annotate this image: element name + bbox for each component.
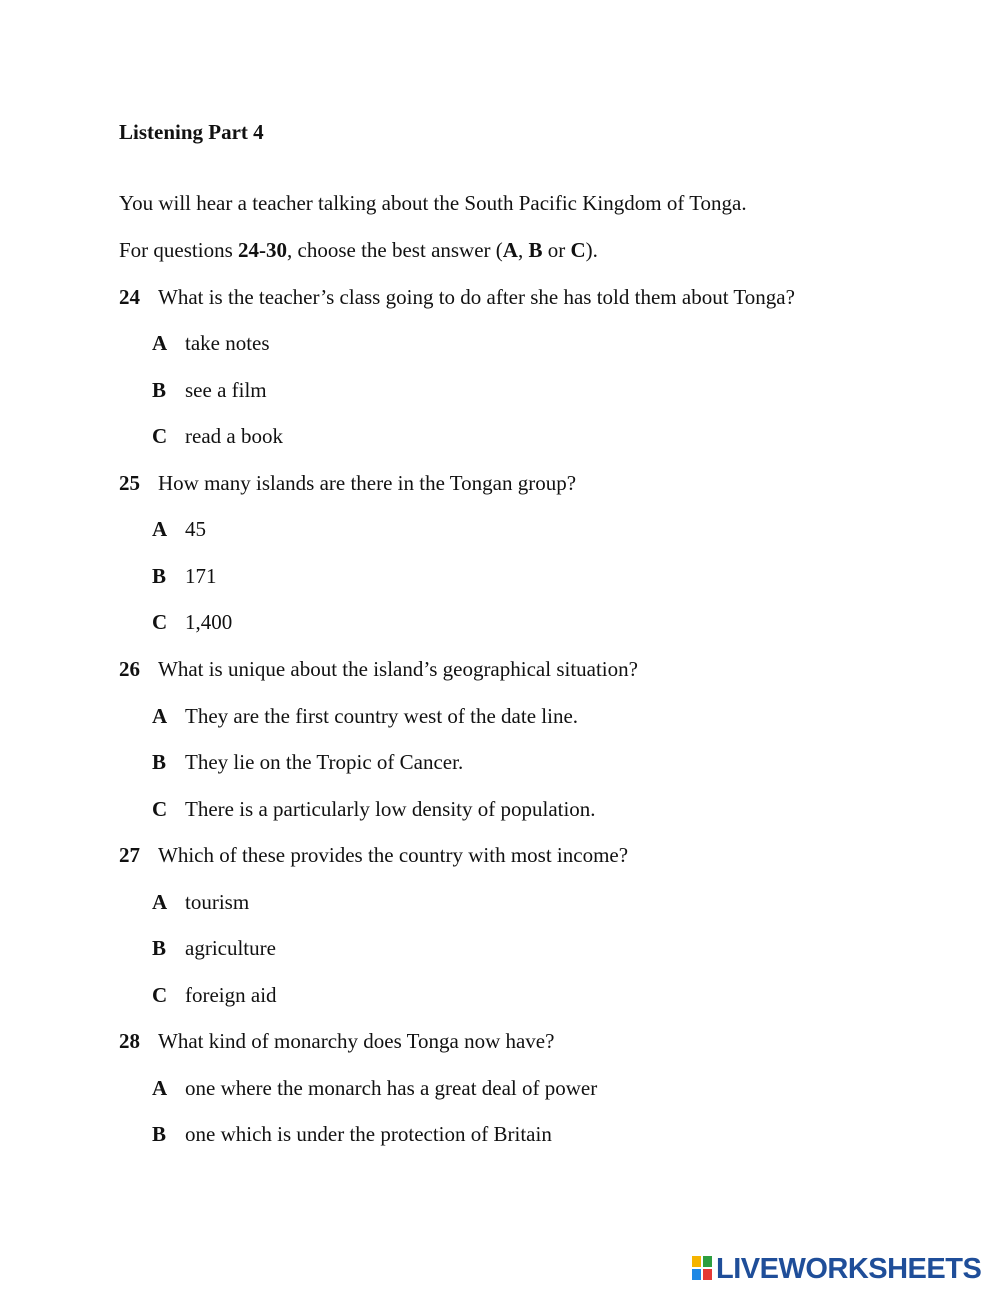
question-number: 27 <box>119 843 140 867</box>
option-text: read a book <box>185 424 283 448</box>
option-letter: C <box>152 797 168 821</box>
question-26-option-a[interactable] <box>152 703 578 729</box>
question-25-option-a[interactable] <box>152 516 206 542</box>
option-letter: C <box>152 424 168 448</box>
question-25-option-c[interactable] <box>152 609 232 635</box>
instructions-sep1: , <box>517 238 529 262</box>
question-26-option-c[interactable] <box>152 796 596 822</box>
option-text: 1,400 <box>185 610 233 634</box>
option-letter: A <box>152 517 168 541</box>
option-text: They are the first country west of the date line. <box>185 704 579 728</box>
question-27-option-b[interactable] <box>152 935 276 961</box>
option-letter: C <box>152 983 168 1007</box>
question-28 <box>119 1028 554 1054</box>
logo-mark-icon <box>692 1256 714 1282</box>
question-24-option-c[interactable] <box>152 423 283 449</box>
option-text: agriculture <box>185 936 276 960</box>
option-text: There is a particularly low density of population. <box>185 797 596 821</box>
instructions-letter-a: A <box>502 238 518 262</box>
logo-block-icon <box>692 1256 701 1267</box>
instructions-letter-c: C <box>570 238 586 262</box>
question-24-option-b[interactable] <box>152 377 267 403</box>
option-text: They lie on the Tropic of Cancer. <box>185 750 464 774</box>
option-letter: B <box>152 378 167 402</box>
question-number: 28 <box>119 1029 140 1053</box>
question-25 <box>119 470 576 496</box>
option-letter: A <box>152 331 168 355</box>
logo-block-icon <box>692 1269 701 1280</box>
page-title: Listening Part 4 <box>119 120 264 144</box>
option-text: take notes <box>185 331 270 355</box>
option-letter: A <box>152 1076 168 1100</box>
question-text: Which of these provides the country with most income? <box>158 843 629 867</box>
question-28-option-b[interactable] <box>152 1121 552 1147</box>
question-number: 26 <box>119 657 140 681</box>
liveworksheets-logo <box>692 1254 981 1284</box>
question-24-option-a[interactable] <box>152 330 270 356</box>
instructions-prefix: For questions <box>119 238 239 262</box>
instructions-sep2: or <box>542 238 571 262</box>
question-26 <box>119 656 638 682</box>
option-letter: B <box>152 564 167 588</box>
question-27-option-c[interactable] <box>152 982 277 1008</box>
question-text: How many islands are there in the Tongan group? <box>158 471 577 495</box>
question-25-option-b[interactable] <box>152 563 217 589</box>
question-27-option-a[interactable] <box>152 889 249 915</box>
option-text: see a film <box>185 378 267 402</box>
question-text: What is the teacher’s class going to do after she has told them about Tonga? <box>158 285 795 309</box>
option-text: 45 <box>185 517 206 541</box>
question-text: What is unique about the island’s geographical situation? <box>158 657 638 681</box>
option-letter: B <box>152 1122 167 1146</box>
question-number: 25 <box>119 471 140 495</box>
option-text: one where the monarch has a great deal of power <box>185 1076 598 1100</box>
question-28-option-a[interactable] <box>152 1075 597 1101</box>
option-letter: B <box>152 936 167 960</box>
option-letter: A <box>152 704 168 728</box>
question-24 <box>119 284 795 310</box>
option-letter: B <box>152 750 167 774</box>
question-26-option-b[interactable] <box>152 749 463 775</box>
option-text: 171 <box>185 564 217 588</box>
intro-text: You will hear a teacher talking about the South Pacific Kingdom of Tonga. <box>119 191 747 215</box>
question-27 <box>119 842 628 868</box>
question-number: 24 <box>119 285 140 309</box>
instructions-range: 24-30 <box>238 238 288 262</box>
instructions <box>119 237 598 263</box>
option-text: foreign aid <box>185 983 277 1007</box>
instructions-middle: , choose the best answer ( <box>287 238 503 262</box>
option-letter: A <box>152 890 168 914</box>
instructions-letter-b: B <box>528 238 543 262</box>
question-text: What kind of monarchy does Tonga now have? <box>158 1029 555 1053</box>
logo-text: LIVEWORKSHEETS <box>716 1253 982 1285</box>
option-text: tourism <box>185 890 250 914</box>
logo-block-icon <box>703 1269 712 1280</box>
option-text: one which is under the protection of Britain <box>185 1122 552 1146</box>
instructions-suffix: ). <box>585 238 598 262</box>
option-letter: C <box>152 610 168 634</box>
logo-block-icon <box>703 1256 712 1267</box>
